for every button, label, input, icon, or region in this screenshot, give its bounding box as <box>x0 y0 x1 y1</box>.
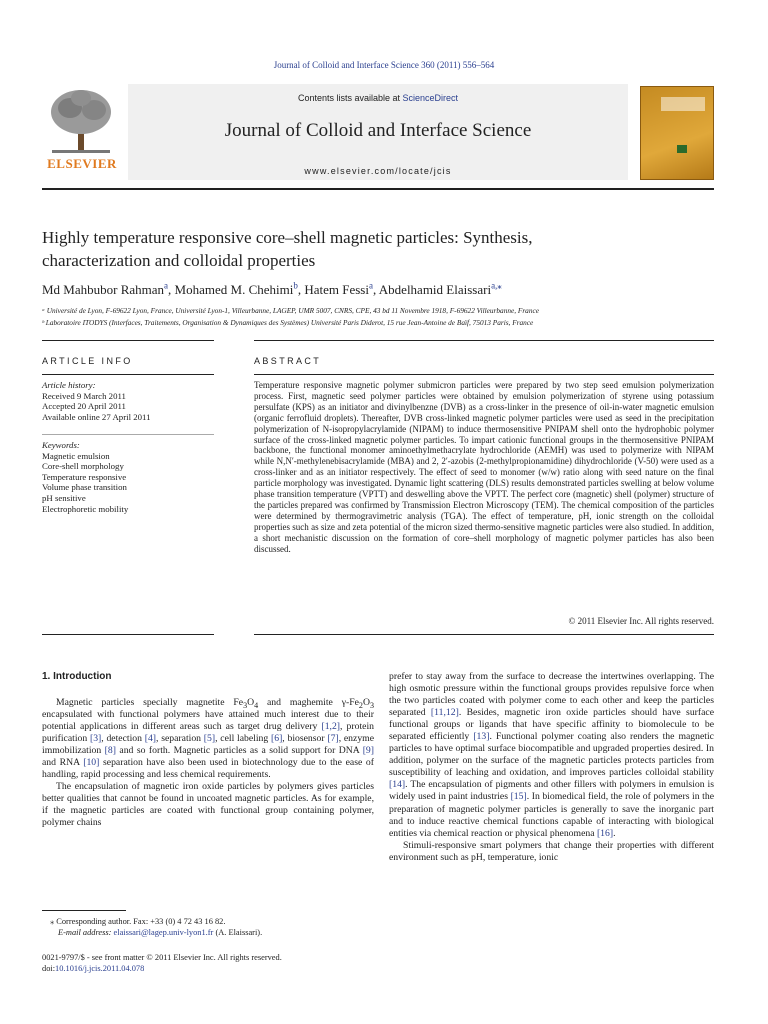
keyword-item: Volume phase transition <box>42 482 127 493</box>
info-rule-mid <box>42 374 214 375</box>
abstract-rule-mid <box>254 374 714 375</box>
title-line-1: Highly temperature responsive core–shell magnetic particles: Synthesis, <box>42 228 533 247</box>
journal-url-link[interactable]: www.elsevier.com/locate/jcis <box>304 166 452 176</box>
section-heading-introduction: 1. Introduction <box>42 671 112 682</box>
affiliation-b: ᵇ Laboratoire ITODYS (Interfaces, Traitements, Organisation & Dynamiques des Systèmes) Université Paris Diderot, 15 rue Jean-Antoine de Baïf, 75013 Paris, France <box>42 318 534 327</box>
keyword-item: Magnetic emulsion <box>42 450 110 461</box>
doi-line <box>42 963 374 974</box>
elsevier-tree-icon <box>42 86 120 156</box>
reference-link[interactable]: [10] <box>83 757 100 769</box>
reference-link[interactable]: [1,2] <box>321 721 341 733</box>
keyword-item: Temperature responsive <box>42 471 127 482</box>
email-label: E-mail address: <box>58 928 114 937</box>
author-name[interactable]: Mohamed M. Chehimi <box>174 282 294 297</box>
title-line-2: characterization and colloidal properties <box>42 251 316 270</box>
publisher-wordmark: ELSEVIER <box>47 156 117 171</box>
author-affil-marker[interactable]: a <box>164 280 169 291</box>
journal-citation[interactable]: Journal of Colloid and Interface Science 360 (2011) 556–564 <box>273 60 495 70</box>
author-separator: , <box>168 282 175 297</box>
journal-header-box <box>128 84 628 180</box>
copyright-notice: © 2011 Elsevier Inc. All rights reserved. <box>568 616 714 626</box>
reference-link[interactable]: [16] <box>596 827 614 839</box>
keyword-item: Electrophoretic mobility <box>42 503 129 514</box>
contents-line <box>128 93 628 103</box>
doi-label: doi: <box>42 964 56 973</box>
abstract-rule-top <box>254 340 714 341</box>
journal-name: Journal of Colloid and Interface Science <box>224 120 532 141</box>
reference-link[interactable]: [13] <box>473 731 490 743</box>
keywords-label: Keywords: <box>42 440 80 450</box>
reference-link[interactable]: [14] <box>389 779 406 791</box>
intro-paragraph-1: Magnetic particles specially magnetite $Fe_3O_4$ and maghemite $\gamma-Fe_2O_3$ encapsulated with functional polymers have attained much interest due to their potential applications in different areas such as target drug delivery [1,2], protein purification [3], detection [4], separation [5], cell labeling [6], biosensor [7], enzyme immobilization [8] and so forth. Magnetic particles as a solid support for DNA [9] and RNA [10] separation have also been used in biotechnology due to the ease of handling, rapid processing and less chemical requirements. <box>42 697 374 781</box>
corresponding-author-footnote <box>42 916 374 938</box>
sciencedirect-link[interactable]: ScienceDirect <box>402 93 459 103</box>
author-list <box>42 282 722 298</box>
email-link[interactable]: elaissari@lagep.univ-lyon1.fr <box>113 928 214 937</box>
author-affil-marker[interactable]: a,⁎ <box>491 280 502 291</box>
author-name[interactable]: Abdelhamid Elaissari <box>378 282 492 297</box>
abstract-text: Temperature responsive magnetic polymer submicron particles were prepared by two step seed emulsion polymerization process. First, magnetic seed polymer particles were obtained by emulsion polymerization of styrene using potassium persulfate (KPS) as an initiator and divinylbenzne (DVB) as a cross-linker in the presence of oil-in-water magnetic emulsion (organic ferrofluid droplets). Thereafter, DVB cross-linked magnetic polymer particles were used as seed in the precipitation polymerization of N-isopropylacrylamide (NIPAM) to induce thermosensitive PNIPAM shell onto the hydrophobic polymer surface of the cross-linked magnetic polymer particles. To impart cationic functional groups in the thermosensitive PNIPAM backbone, the functional monomer aminoethylmethacrylate hydrochloride (AEMH) was used to polymerize with NIPAM while N,N′-methylenebisacrylamide (MBA) and 2, 2′-azobis (2-methylpropionamidine) dihydrochloride (V-50) were used as a cross-linker and as an initiator respectively. The effect of seed to monomer (w/w) ratio along with seed nature on the final particle morphology was investigated. Dynamic light scattering (DLS) results demonstrated particles swelling at below volume phase transition temperature (VPTT) and deswelling above the VPTT. The perfect core (magnetic) shell (polymer) structure of the particles prepared was confirmed by Transmission Electron Microscopy (TEM). The chemical composition of the particles were determined by thermogravimetric analysis (TGA). The effect of temperature, pH, ionic strength on the colloidal properties such as size and zeta potential of the micron sized thermo-sensitive magnetic particles were also studied. In addition, a short mechanistic discussion on the formation of core–shell morphology of magnetic polymer particles has also been discussed. <box>254 380 714 554</box>
author-name[interactable]: Hatem Fessi <box>304 282 369 297</box>
abstract-rule-bottom <box>254 634 714 635</box>
history-label: Article history: <box>42 380 96 390</box>
abstract-heading: ABSTRACT <box>254 356 322 366</box>
keyword-item: Core-shell morphology <box>42 461 124 472</box>
author-separator: , <box>297 282 305 297</box>
author-separator: , <box>372 282 379 297</box>
body-column-left <box>42 697 374 830</box>
reference-link[interactable]: [7] <box>327 733 339 745</box>
journal-cover-thumbnail[interactable] <box>640 86 714 180</box>
footnote-rule <box>42 910 126 911</box>
author-affil-marker[interactable]: b <box>293 280 298 291</box>
intro-paragraph-2: The encapsulation of magnetic iron oxide particles by polymers gives particles better qualities that cannot be found in uncoated magnetic particles. As for example, if the magnetic particles are coated with functional group containing polymer, polymer chains <box>42 781 374 829</box>
article-history <box>42 380 214 422</box>
info-rule-bottom <box>42 634 214 635</box>
reference-link[interactable]: [5] <box>203 733 216 745</box>
issn-line: 0021-9797/$ - see front matter © 2011 Elsevier Inc. All rights reserved. <box>42 953 282 962</box>
reference-link[interactable]: [11,12] <box>430 707 459 719</box>
doi-link[interactable]: 10.1016/j.jcis.2011.04.078 <box>55 964 145 973</box>
intro-paragraph-continued: prefer to stay away from the surface to decrease the intertwines overlapping. The high osmotic pressure within the functional groups provides repulsive force when the two particles coated with polymer come to each other and keep the particles separated [11,12]. Besides, magnetic iron oxide particles should have surface functional groups or ligands that have specific affinity to biomolecule to be separated efficiently [13]. Functional polymer coating also renders the magnetic particles to have optimal surface biocompatible and upgraded properties desired. In addition, polymer on the surface of the magnetic particles protects particles from susceptibility of leaching and oxidation, and improves particles colloidal stability [14]. The encapsulation of pigments and other fillers with polymers in emulsion is widely used in paint industries [15]. In biomedical field, the role of polymers in the preparation of magnetic polymer particles is generally to save the inorganic part and to induce reactive chemical functions capable of interacting with biological entities via chemical reaction or physical phenomena [16]. <box>389 671 715 839</box>
email-suffix: (A. Elaissari). <box>213 928 263 937</box>
history-accepted: Accepted 20 April 2011 <box>42 401 126 412</box>
reference-link[interactable]: [6] <box>271 733 283 745</box>
author-affil-marker[interactable]: a <box>368 280 373 291</box>
reference-link[interactable]: [4] <box>144 733 157 745</box>
front-matter <box>42 952 374 974</box>
reference-link[interactable]: [15] <box>510 791 527 803</box>
reference-link[interactable]: [3] <box>89 733 102 745</box>
footnote-corresponding: ⁎ Corresponding author. Fax: +33 (0) 4 72 43 16 82. <box>50 917 226 926</box>
intro-paragraph-3: Stimuli-responsive smart polymers that change their properties with different environment such as pH, temperature, ionic <box>389 839 714 863</box>
header-rule <box>42 188 714 190</box>
reference-link[interactable]: [9] <box>362 745 374 757</box>
article-info-heading: ARTICLE INFO <box>42 356 133 366</box>
author-name[interactable]: Md Mahbubor Rahman <box>42 282 165 297</box>
keywords-block <box>42 440 214 514</box>
elsevier-logo[interactable] <box>42 86 122 178</box>
history-online: Available online 27 April 2011 <box>42 411 151 422</box>
affiliation-a: ᵃ Université de Lyon, F-69622 Lyon, France, Université Lyon-1, Villeurbanne, LAGEP, UMR 5007, CNRS, CPE, 43 bd 11 Novembre 1918, F-69622 Villeurbanne, France <box>42 306 539 315</box>
article-title <box>42 226 722 272</box>
info-rule-top <box>42 340 214 341</box>
contents-prefix: Contents lists available at <box>297 93 403 103</box>
footnote-email-line <box>42 927 374 938</box>
history-received: Received 9 March 2011 <box>42 390 126 401</box>
reference-link[interactable]: [8] <box>104 745 116 757</box>
journal-masthead <box>42 84 714 182</box>
body-column-right <box>389 671 714 864</box>
info-divider <box>42 434 214 435</box>
keyword-item: pH sensitive <box>42 492 86 503</box>
